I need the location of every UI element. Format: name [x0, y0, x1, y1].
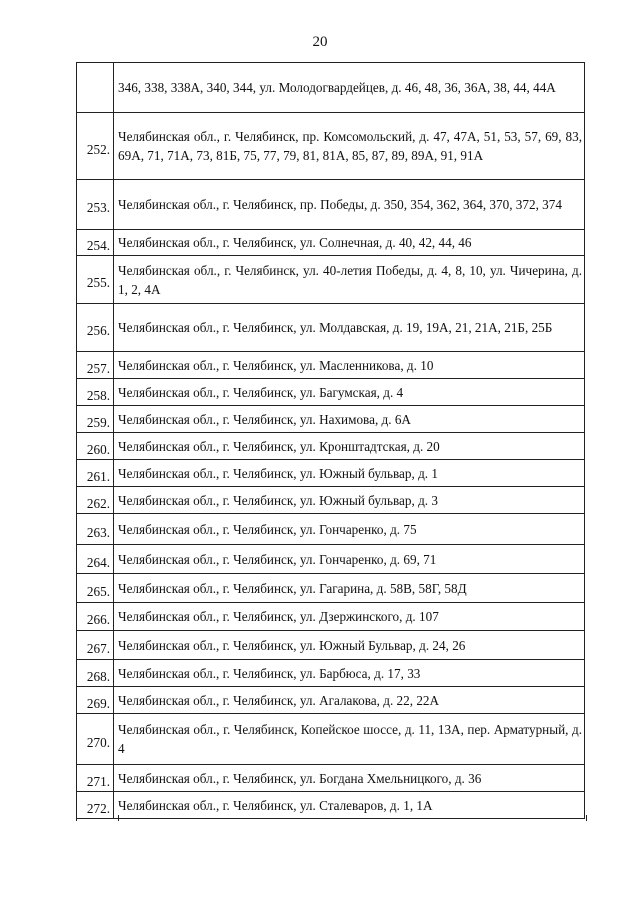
table-row	[77, 406, 585, 433]
row-address: Челябинская обл., г. Челябинск, ул. Южный Бульвар, д. 24, 26	[114, 631, 585, 660]
table-row	[77, 230, 585, 256]
row-number: 261.	[77, 460, 114, 487]
table-row	[77, 113, 585, 180]
row-number: 260.	[77, 433, 114, 460]
table-row	[77, 574, 585, 603]
row-address: Челябинская обл., г. Челябинск, ул. Дзержинского, д. 107	[114, 603, 585, 631]
row-number: 266.	[77, 603, 114, 631]
row-address: Челябинская обл., г. Челябинск, ул. Гагарина, д. 58В, 58Г, 58Д	[114, 574, 585, 603]
address-table	[76, 62, 585, 819]
row-address: Челябинская обл., г. Челябинск, ул. Нахимова, д. 6А	[114, 406, 585, 433]
row-address: Челябинская обл., г. Челябинск, пр. Победы, д. 350, 354, 362, 364, 370, 372, 374	[114, 180, 585, 230]
table-row	[77, 352, 585, 379]
table-row	[77, 687, 585, 714]
page-number: 20	[312, 34, 328, 50]
row-number: 265.	[77, 574, 114, 603]
table-row	[77, 714, 585, 765]
table-row	[77, 631, 585, 660]
table-row	[77, 433, 585, 460]
table-row	[77, 180, 585, 230]
table-row	[77, 379, 585, 406]
row-address: Челябинская обл., г. Челябинск, пр. Комсомольский, д. 47, 47А, 51, 53, 57, 69, 83, 69А, 71, 71А, 73, 81Б, 75, 77, 79, 81, 81А, 85, 87, 89, 89А, 91, 91А	[114, 113, 585, 180]
row-number: 270.	[77, 714, 114, 765]
row-number: 257.	[77, 352, 114, 379]
row-number: 267.	[77, 631, 114, 660]
table-row	[77, 603, 585, 631]
row-address: Челябинская обл., г. Челябинск, ул. Гончаренко, д. 69, 71	[114, 545, 585, 574]
row-address: Челябинская обл., г. Челябинск, Копейское шоссе, д. 11, 13А, пер. Арматурный, д. 4	[114, 714, 585, 765]
row-number: 256.	[77, 304, 114, 352]
row-number: 272.	[77, 792, 114, 819]
row-address: Челябинская обл., г. Челябинск, ул. Солнечная, д. 40, 42, 44, 46	[114, 230, 585, 256]
row-number: 264.	[77, 545, 114, 574]
row-number: 252.	[77, 113, 114, 180]
table-row	[77, 256, 585, 304]
row-address: 346, 338, 338А, 340, 344, ул. Молодогвардейцев, д. 46, 48, 36, 36А, 38, 44, 44А	[114, 63, 585, 113]
row-address: Челябинская обл., г. Челябинск, ул. Кронштадтская, д. 20	[114, 433, 585, 460]
row-address: Челябинская обл., г. Челябинск, ул. Масленникова, д. 10	[114, 352, 585, 379]
table-continuation-left-line	[76, 815, 77, 821]
row-number: 255.	[77, 256, 114, 304]
row-address: Челябинская обл., г. Челябинск, ул. Южный бульвар, д. 1	[114, 460, 585, 487]
table-row	[77, 765, 585, 792]
table-row	[77, 514, 585, 545]
table-row	[77, 63, 585, 113]
row-number: 259.	[77, 406, 114, 433]
row-number: 263.	[77, 514, 114, 545]
row-address: Челябинская обл., г. Челябинск, ул. Южный бульвар, д. 3	[114, 487, 585, 514]
row-number: 271.	[77, 765, 114, 792]
row-number: 268.	[77, 660, 114, 687]
table-continuation-lines	[118, 815, 587, 821]
row-number	[77, 63, 114, 113]
row-address: Челябинская обл., г. Челябинск, ул. Сталеваров, д. 1, 1А	[114, 792, 585, 819]
row-address: Челябинская обл., г. Челябинск, ул. Гончаренко, д. 75	[114, 514, 585, 545]
row-number: 254.	[77, 230, 114, 256]
table-row	[77, 660, 585, 687]
row-address: Челябинская обл., г. Челябинск, ул. Багумская, д. 4	[114, 379, 585, 406]
table-row	[77, 304, 585, 352]
row-address: Челябинская обл., г. Челябинск, ул. Агалакова, д. 22, 22А	[114, 687, 585, 714]
row-number: 262.	[77, 487, 114, 514]
table-row	[77, 460, 585, 487]
row-address: Челябинская обл., г. Челябинск, ул. Молдавская, д. 19, 19А, 21, 21А, 21Б, 25Б	[114, 304, 585, 352]
address-table-body	[77, 63, 585, 819]
table-row	[77, 545, 585, 574]
row-address: Челябинская обл., г. Челябинск, ул. Барбюса, д. 17, 33	[114, 660, 585, 687]
table-row	[77, 487, 585, 514]
row-number: 269.	[77, 687, 114, 714]
row-number: 253.	[77, 180, 114, 230]
row-number: 258.	[77, 379, 114, 406]
row-address: Челябинская обл., г. Челябинск, ул. 40-летия Победы, д. 4, 8, 10, ул. Чичерина, д. 1, 2, 4А	[114, 256, 585, 304]
row-address: Челябинская обл., г. Челябинск, ул. Богдана Хмельницкого, д. 36	[114, 765, 585, 792]
